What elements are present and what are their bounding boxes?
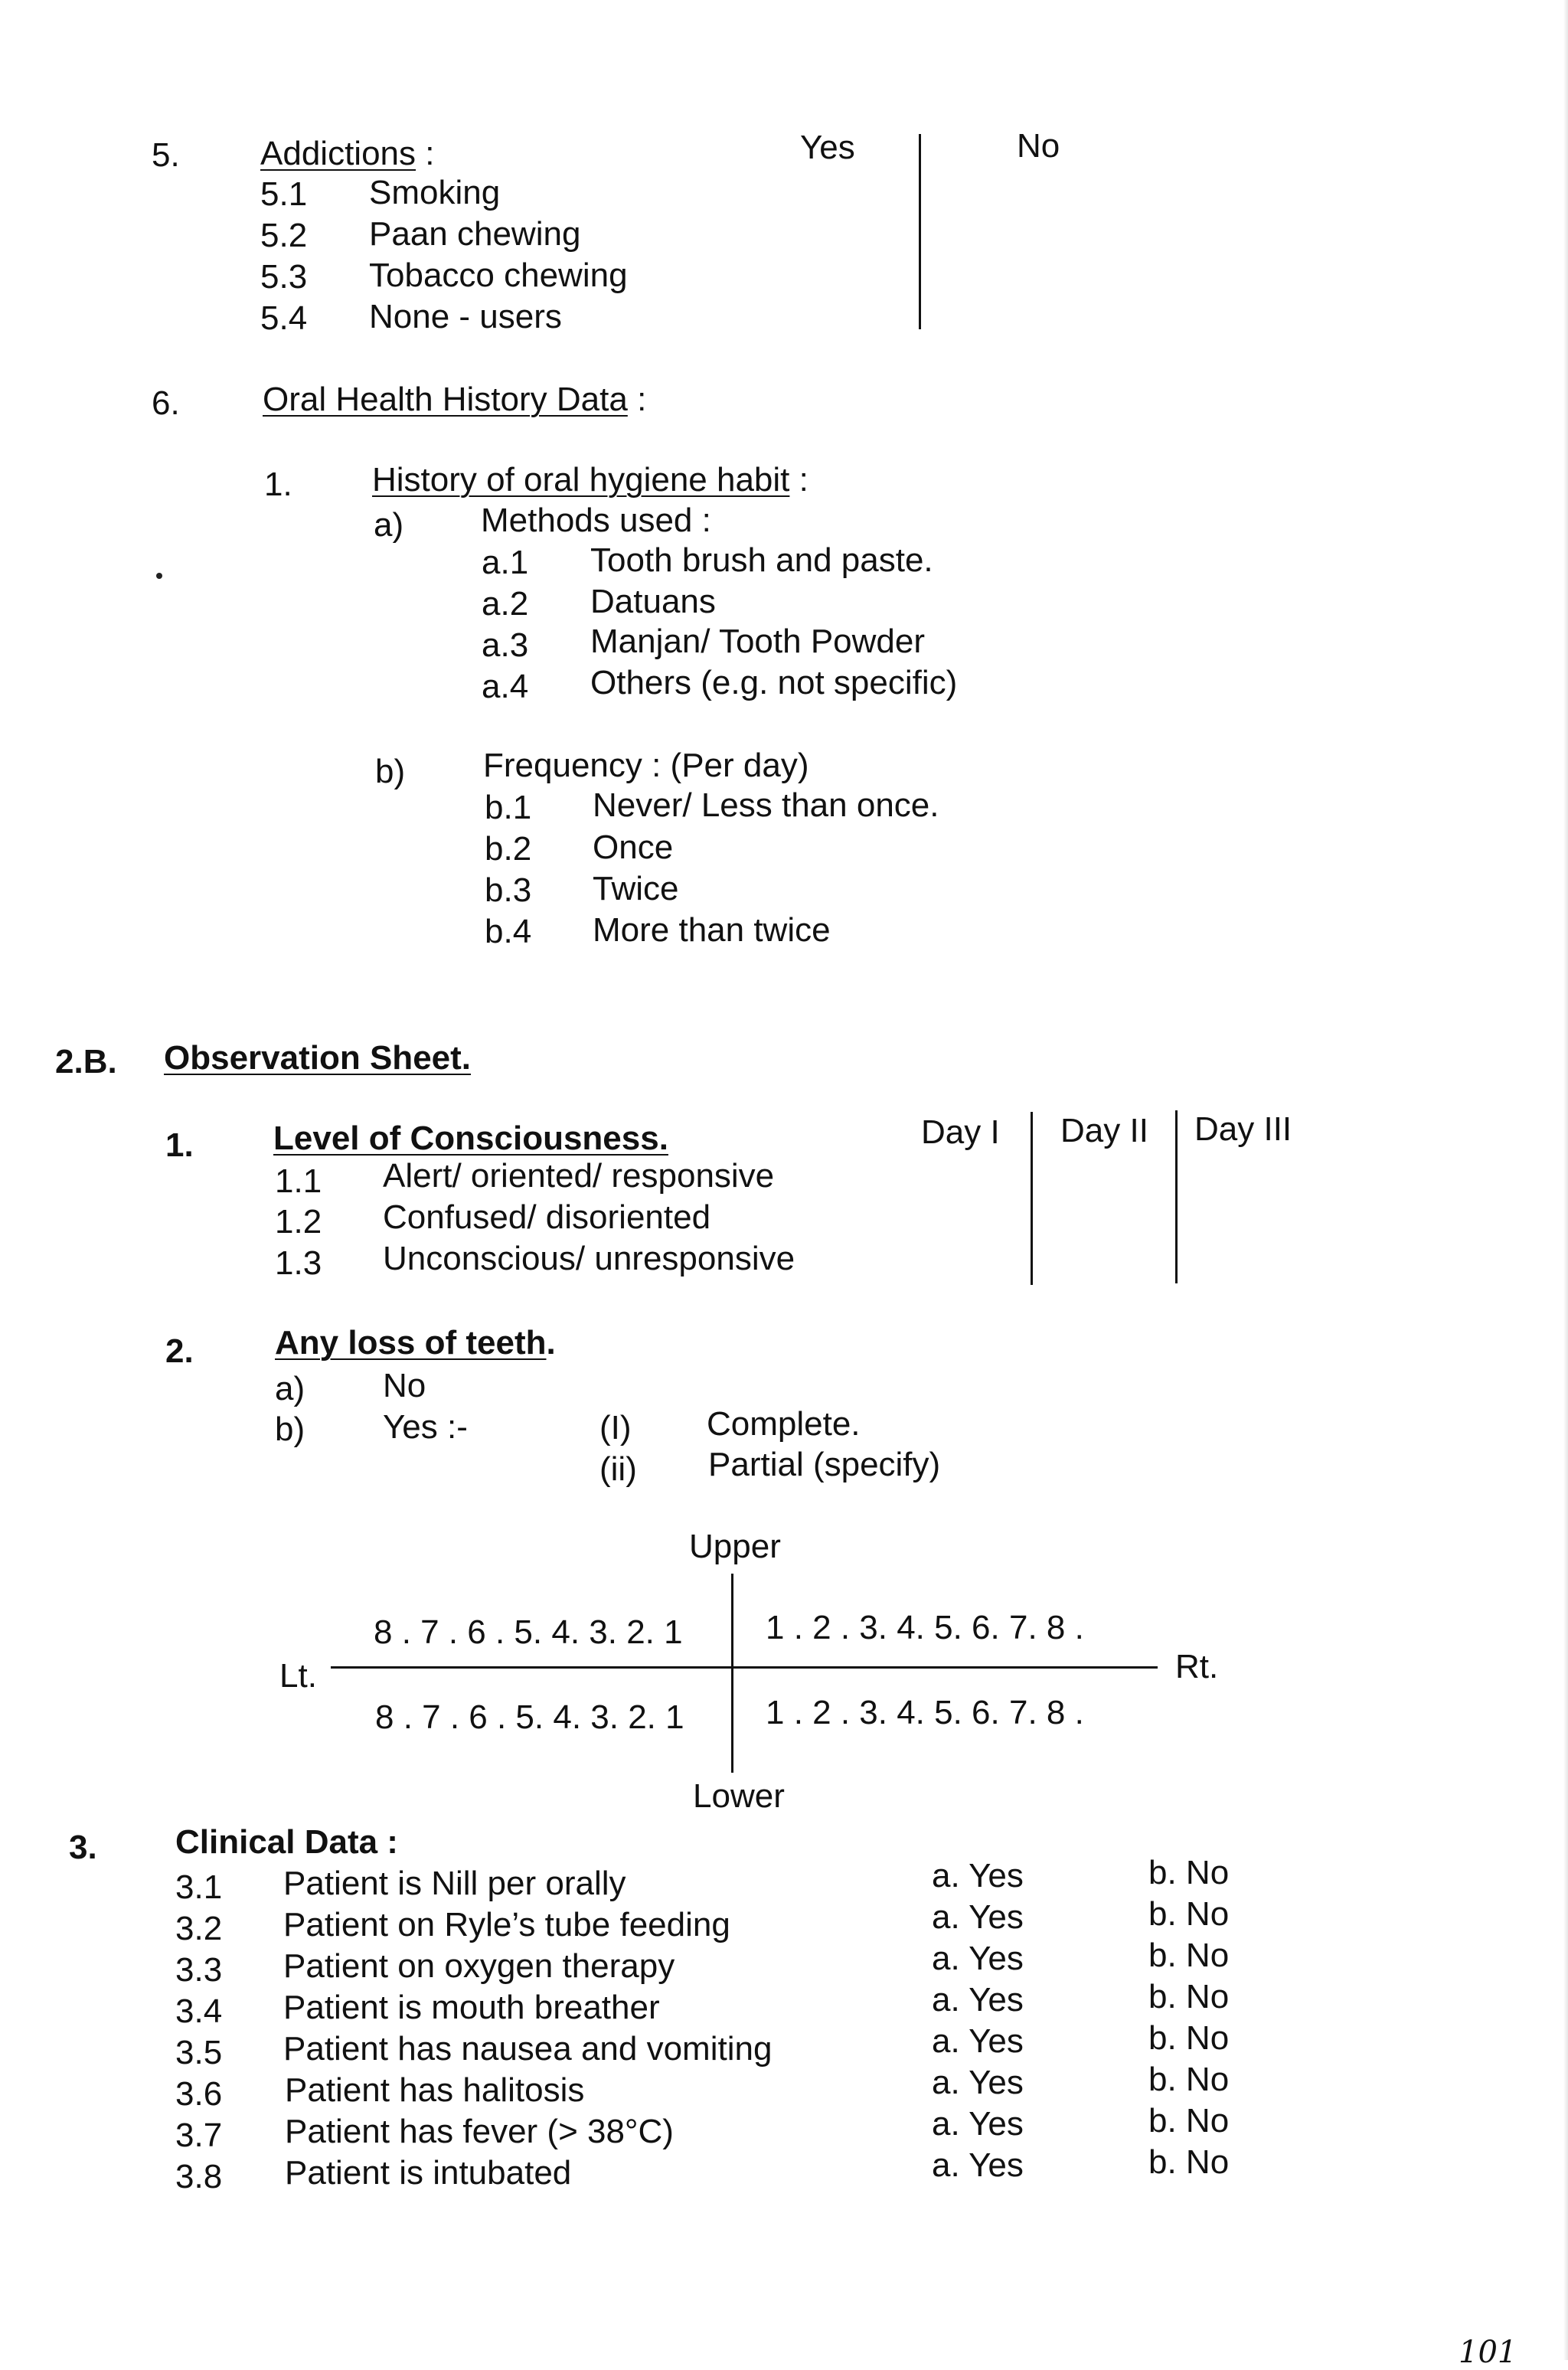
item-number: 5.1 xyxy=(260,175,308,213)
item-label: Others (e.g. not specific) xyxy=(590,664,958,701)
item-number: 3.3 xyxy=(175,1951,223,1989)
sub-option-number: (I) xyxy=(599,1409,632,1447)
item-label: Patient is mouth breather xyxy=(283,1989,660,2026)
item-label: Patient has fever (> 38°C) xyxy=(285,2113,674,2150)
item-number: a.3 xyxy=(482,626,529,664)
title-colon: : xyxy=(425,135,435,172)
sub-option-number: (ii) xyxy=(599,1450,637,1488)
item-label: Patient on Ryle’s tube feeding xyxy=(283,1906,730,1943)
item-number: 5.2 xyxy=(260,217,308,254)
item-number: a.4 xyxy=(482,668,529,705)
lower-left-teeth: 8 . 7 . 6 . 5. 4. 3. 2. 1 xyxy=(375,1698,684,1736)
subsection-title-text: History of oral hygiene habit xyxy=(372,461,790,499)
item-number: 3.5 xyxy=(175,2034,223,2071)
item-number: 1.2 xyxy=(275,1203,322,1241)
item-label: Tooth brush and paste. xyxy=(590,541,933,579)
item-label: Patient is Nill per orally xyxy=(283,1865,626,1902)
subsection-title xyxy=(372,463,808,497)
item-label: Alert/ oriented/ responsive xyxy=(383,1157,775,1195)
item-number: 3.4 xyxy=(175,1992,223,2030)
item-number: 1.1 xyxy=(275,1162,322,1200)
item-number: 3.1 xyxy=(175,1868,223,1906)
title-colon: : xyxy=(799,461,808,499)
no-option: b. No xyxy=(1148,1937,1230,1974)
lower-right-teeth: 1 . 2 . 3. 4. 5. 6. 7. 8 . xyxy=(766,1694,1084,1731)
item-label: Patient on oxygen therapy xyxy=(283,1947,675,1985)
no-option: b. No xyxy=(1148,1978,1230,2015)
item-number: 5.4 xyxy=(260,299,308,337)
subsection-number: 1. xyxy=(165,1126,194,1164)
no-option: b. No xyxy=(1148,2019,1230,2057)
scan-speck xyxy=(156,573,162,579)
item-label: Datuans xyxy=(590,583,716,620)
title-colon: : xyxy=(637,381,647,418)
section-title-text: Addictions xyxy=(260,135,416,172)
section-number: 3. xyxy=(69,1829,97,1866)
item-label: None - users xyxy=(369,298,562,335)
item-label: Smoking xyxy=(369,174,501,211)
item-label: Never/ Less than once. xyxy=(593,786,939,824)
list-heading: Methods used : xyxy=(481,502,711,539)
section-number: 6. xyxy=(152,384,180,422)
item-label: Patient is intubated xyxy=(285,2154,572,2192)
item-number: a.2 xyxy=(482,585,529,623)
day-1-column-header: Day I xyxy=(921,1113,1000,1151)
section-title: Observation Sheet. xyxy=(164,1039,472,1077)
list-letter: b) xyxy=(275,1411,305,1448)
subsection-title xyxy=(275,1326,556,1360)
section-title-text: Oral Health History Data xyxy=(263,381,628,418)
item-label: Manjan/ Tooth Powder xyxy=(590,623,926,660)
item-number: b.3 xyxy=(485,871,532,909)
list-letter: a) xyxy=(275,1370,305,1407)
lower-jaw-label: Lower xyxy=(693,1777,785,1815)
no-option: b. No xyxy=(1148,1895,1230,1933)
item-label: Twice xyxy=(593,870,679,907)
yes-option: a. Yes xyxy=(932,2022,1024,2060)
handwritten-page-number: 101 xyxy=(1459,2335,1517,2370)
item-label: Patient has halitosis xyxy=(285,2071,585,2109)
section-number: 2.B. xyxy=(55,1043,117,1080)
item-label: Unconscious/ unresponsive xyxy=(383,1240,795,1277)
title-period: . xyxy=(546,1324,556,1362)
subsection-number: 2. xyxy=(165,1332,194,1370)
sub-option-label: Complete. xyxy=(707,1405,861,1443)
sub-option-label: Partial (specify) xyxy=(708,1446,941,1483)
left-side-label: Lt. xyxy=(279,1657,317,1695)
right-side-label: Rt. xyxy=(1175,1648,1219,1685)
column-divider xyxy=(919,134,921,329)
item-number: 3.7 xyxy=(175,2117,223,2154)
no-option: b. No xyxy=(1148,2143,1230,2181)
yes-option: a. Yes xyxy=(932,1898,1024,1936)
horizontal-axis-line xyxy=(331,1666,1158,1669)
option-label: No xyxy=(383,1367,426,1404)
upper-right-teeth: 1 . 2 . 3. 4. 5. 6. 7. 8 . xyxy=(766,1609,1084,1646)
item-label: Paan chewing xyxy=(369,215,581,253)
section-title xyxy=(263,383,646,417)
item-label: Patient has nausea and vomiting xyxy=(283,2030,773,2068)
list-heading: Frequency : (Per day) xyxy=(483,747,809,784)
list-letter: b) xyxy=(375,753,406,790)
item-number: b.1 xyxy=(485,789,532,826)
upper-jaw-label: Upper xyxy=(689,1528,781,1565)
yes-option: a. Yes xyxy=(932,1857,1024,1894)
item-label: Tobacco chewing xyxy=(369,257,628,294)
day-3-column-header: Day III xyxy=(1194,1110,1292,1148)
yes-option: a. Yes xyxy=(932,1981,1024,2019)
upper-left-teeth: 8 . 7 . 6 . 5. 4. 3. 2. 1 xyxy=(374,1613,683,1651)
no-option: b. No xyxy=(1148,2061,1230,2098)
subsection-title-text: Any loss of teeth xyxy=(275,1324,547,1362)
option-label: Yes :- xyxy=(383,1408,468,1446)
subsection-number: 1. xyxy=(264,466,292,503)
list-letter: a) xyxy=(374,506,404,544)
yes-option: a. Yes xyxy=(932,2105,1024,2143)
no-column-header: No xyxy=(1017,127,1060,165)
yes-option: a. Yes xyxy=(932,2146,1024,2184)
column-divider xyxy=(1031,1112,1033,1285)
item-number: 1.3 xyxy=(275,1244,322,1282)
item-number: 3.2 xyxy=(175,1910,223,1947)
item-number: 5.3 xyxy=(260,258,308,296)
scan-edge-shadow xyxy=(1563,0,1568,2360)
no-option: b. No xyxy=(1148,1854,1230,1891)
item-number: 3.6 xyxy=(175,2075,223,2113)
subsection-title: Level of Consciousness. xyxy=(273,1120,668,1157)
section-title: Clinical Data : xyxy=(175,1823,398,1861)
vertical-axis-line xyxy=(731,1574,733,1773)
section-number: 5. xyxy=(152,136,180,174)
yes-column-header: Yes xyxy=(800,129,855,166)
day-2-column-header: Day II xyxy=(1060,1112,1148,1149)
item-label: Once xyxy=(593,829,674,866)
item-label: More than twice xyxy=(593,911,831,949)
yes-option: a. Yes xyxy=(932,1940,1024,1977)
item-number: b.4 xyxy=(485,913,532,950)
yes-option: a. Yes xyxy=(932,2064,1024,2101)
section-title xyxy=(260,137,434,171)
item-number: 3.8 xyxy=(175,2158,223,2195)
item-number: a.1 xyxy=(482,544,529,581)
item-number: b.2 xyxy=(485,830,532,868)
column-divider xyxy=(1175,1110,1178,1283)
item-label: Confused/ disoriented xyxy=(383,1198,711,1236)
no-option: b. No xyxy=(1148,2102,1230,2140)
